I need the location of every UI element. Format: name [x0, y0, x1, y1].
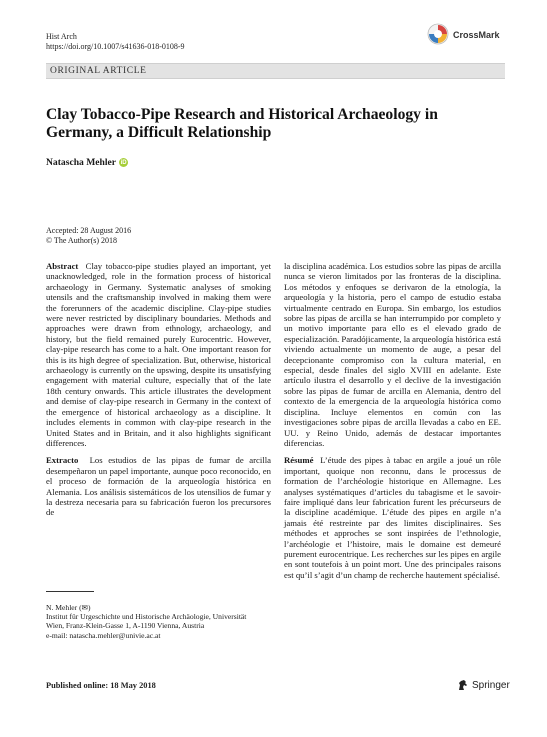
- published-online: Published online: 18 May 2018: [46, 681, 156, 690]
- affiliation-email[interactable]: e-mail: natascha.mehler@univie.ac.at: [46, 630, 161, 640]
- abstract-label: Abstract: [46, 261, 79, 271]
- extracto-label: Extracto: [46, 455, 79, 466]
- extracto-continuation: la disciplina académica. Los estudios sobre las pipas de arcilla nunca se vieron limitados por las fronteras de la disciplina. Los métodos y enfoques se derivaron de la etnología, la arqueología y la historia, pero el campo de estudio estaba virtualmente centrado en Europa. Sin embargo, los estudios sobre las pipas de arcilla se han interrumpido por completo y un motivo importante para ello es el elevado grado de especialización. Paradójicamente, la arqueología histórica está viviendo actualmente un momento de auge, a pesar del decepcionante compromiso con la cultura material, en especial, desde finales del siglo XVIII en adelante. Este artículo ilustra el desarrollo y el declive de la investigación sobre las pipas de fumar de arcilla en Alemania, dentro del contexto de la emergencia de la arqueología histórica como disciplina. Incluye elementos en común con las investigaciones sobre pipas de arcilla llevadas a cabo en EE. UU. y Reino Unido, además de destacar importantes diferencias.: [284, 261, 501, 448]
- copyright-line: © The Author(s) 2018: [46, 236, 118, 245]
- affiliation-name: N. Mehler (✉): [46, 603, 91, 612]
- accepted-date: Accepted: 28 August 2016: [46, 226, 132, 235]
- article-title: Clay Tobacco-Pipe Research and Historical Archaeology in Germany, a Difficult Relationship: [46, 106, 438, 141]
- extracto-paragraph: [46, 455, 271, 517]
- crossmark-badge[interactable]: [427, 21, 522, 49]
- left-column: [46, 261, 271, 525]
- springer-horse-icon: [457, 679, 469, 691]
- author: [46, 157, 128, 168]
- springer-logo: [457, 679, 510, 691]
- article-type-banner: ORIGINAL ARTICLE: [46, 63, 505, 79]
- footnote-divider: [46, 591, 94, 592]
- right-column: [284, 261, 501, 587]
- affiliation-line-1: Institut für Urgeschichte und Historische Archäologie, Universität: [46, 612, 247, 622]
- resume-text: L’étude des pipes à tabac en argile a joué un rôle important, quoique non reconnu, dans le processus de formation de l’archéologie historique en Allemagne. Les analyses systématiques d’articles du tabagisme et le savoir-faire impliqué dans leur fabrication furent les précurseurs de la discipline académique. L’étude des pipes en argile n’a jamais été restreinte par des limites disciplinaires. Ses méthodes et approches se sont inspirées de l’ethnologie, l’archéologie et l’histoire, mais le domaine est demeuré purement eurocentrique. Les recherches sur les pipes en argile en sont toutefois à un point mort. Une des principales raisons est qu’il s’agit d’un champ de recherche hautement spécialisé.: [284, 455, 502, 580]
- author-name: Natascha Mehler: [46, 157, 117, 168]
- orcid-icon[interactable]: iD: [120, 159, 127, 166]
- springer-label: Springer: [472, 679, 510, 691]
- affiliation-line-2: Wien, Franz-Klein-Gasse 1, A-1190 Vienna, Austria: [46, 621, 205, 631]
- abstract-text: Clay tobacco-pipe studies played an important, yet unacknowledged, role in the formation process of historical archaeology in Germany. Systematic analyses of smoking utensils and the craftsmanship involved in making them were the forerunners of the academic discipline. Clay-pipe studies were never restricted by disciplinary boundaries. Methods and approaches were drawn from ethnology, archaeology, and history, but the field remained purely Eurocentric. However, clay-pipe research has come to a halt. One important reason for this is its high degree of specialization. But, otherwise, historical archaeology is currently on the upswing, despite its unsatisfying engagement with material culture, especially that of the late 18th century onwards. This article illustrates the development and demise of clay-pipe research in Germany in the context of the emergence of historical archaeology as a discipline. It includes elements in common with clay-pipe research in the United States and in Britain, and it also highlights significant differences.: [46, 261, 272, 448]
- abstract-paragraph: [46, 261, 271, 448]
- resume-paragraph: [284, 455, 501, 580]
- affiliation-block: [46, 603, 286, 640]
- journal-name: Hist Arch: [46, 32, 77, 41]
- extracto-text: Los estudios de las pipas de fumar de arcilla desempeñaron un papel importante, aunque poco reconocido, en el proceso de formación de la arqueología histórica en Alemania. Los análisis sistemáticos de los utensilios de fumar y la destreza necesaria para su fabricación fueron los precursores de: [46, 455, 272, 518]
- doi-link[interactable]: https://doi.org/10.1007/s41636-018-0108-9: [46, 42, 185, 51]
- crossmark-icon: [427, 22, 449, 48]
- crossmark-label: CrossMark: [453, 30, 500, 40]
- resume-label: Résumé: [284, 455, 314, 466]
